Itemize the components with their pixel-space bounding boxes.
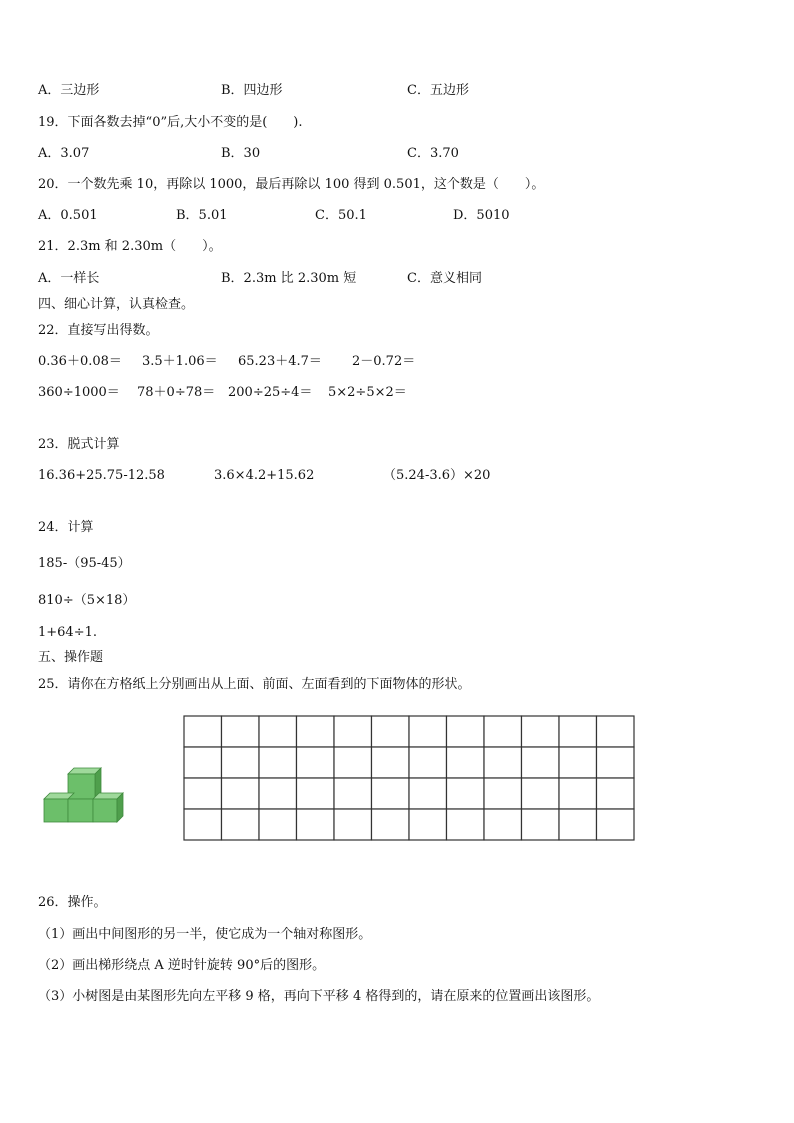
grid-cell[interactable] [522, 809, 560, 840]
grid-cell[interactable] [259, 809, 297, 840]
q20-option-b: B．5.01 [176, 208, 228, 223]
grid-cell[interactable] [484, 778, 522, 809]
q20-option-c: C．50.1 [315, 208, 367, 223]
grid-cell[interactable] [222, 778, 260, 809]
q18-option-c: C．五边形 [407, 83, 469, 98]
q23-expr: （5.24-3.6）×20 [383, 468, 491, 483]
grid-cell[interactable] [447, 778, 485, 809]
q23-expr: 3.6×4.2+15.62 [214, 468, 315, 483]
q20-stem: 20．一个数先乘 10，再除以 1000，最后再除以 100 得到 0.501，这个数是（ ）。 [38, 177, 545, 192]
q22-stem: 22．直接写出得数。 [38, 323, 159, 338]
grid-cell[interactable] [559, 809, 597, 840]
q22-expr: 65.23＋4.7＝ [238, 354, 322, 369]
q22-expr: 3.5＋1.06＝ [142, 354, 218, 369]
grid-cell[interactable] [184, 747, 222, 778]
q21-option-a: A．一样长 [38, 271, 100, 286]
section-5-heading: 五、操作题 [38, 650, 104, 665]
q25-stem: 25．请你在方格纸上分别画出从上面、前面、左面看到的下面物体的形状。 [38, 677, 471, 692]
grid-cell[interactable] [372, 809, 410, 840]
answer-grid[interactable] [182, 714, 636, 846]
grid-cell[interactable] [447, 747, 485, 778]
grid-cell[interactable] [559, 716, 597, 747]
q20-option-a: A．0.501 [38, 208, 98, 223]
grid-cell[interactable] [484, 716, 522, 747]
grid-cell[interactable] [297, 716, 335, 747]
grid-cell[interactable] [484, 809, 522, 840]
q18-option-a: A．三边形 [38, 83, 100, 98]
q24-expr: 1+64÷1. [38, 625, 98, 640]
grid-cell[interactable] [222, 747, 260, 778]
grid-cell[interactable] [522, 747, 560, 778]
grid-cell[interactable] [409, 778, 447, 809]
grid-cell[interactable] [372, 778, 410, 809]
grid-cell[interactable] [409, 809, 447, 840]
q19-option-c: C．3.70 [407, 146, 459, 161]
section-4-heading: 四、细心计算，认真检查。 [38, 297, 195, 312]
grid-cell[interactable] [559, 747, 597, 778]
q22-expr: 2－0.72＝ [352, 354, 416, 369]
q24-expr: 185-（95-45） [38, 556, 131, 571]
grid-cell[interactable] [409, 747, 447, 778]
q24-stem: 24．计算 [38, 520, 94, 535]
grid-cell[interactable] [597, 716, 635, 747]
grid-cell[interactable] [222, 809, 260, 840]
q22-expr: 78＋0÷78＝ [137, 385, 216, 400]
q26-item-3: （3）小树图是由某图形先向左平移 9 格，再向下平移 4 格得到的，请在原来的位置画出该图形。 [38, 989, 600, 1004]
grid-cell[interactable] [297, 778, 335, 809]
grid-cell[interactable] [259, 778, 297, 809]
q19-stem: 19．下面各数去掉“0”后,大小不变的是( ). [38, 115, 303, 130]
grid-cell[interactable] [372, 716, 410, 747]
grid-cell[interactable] [447, 809, 485, 840]
q26-stem: 26．操作。 [38, 895, 107, 910]
q23-stem: 23．脱式计算 [38, 437, 120, 452]
q22-expr: 0.36＋0.08＝ [38, 354, 122, 369]
grid-cell[interactable] [522, 716, 560, 747]
q22-expr: 200÷25÷4＝ [228, 385, 313, 400]
grid-cell[interactable] [597, 747, 635, 778]
grid-cell[interactable] [559, 778, 597, 809]
grid-cell[interactable] [184, 716, 222, 747]
grid-cell[interactable] [184, 778, 222, 809]
grid-cell[interactable] [409, 716, 447, 747]
q18-option-b: B．四边形 [221, 83, 283, 98]
q26-item-2: （2）画出梯形绕点 A 逆时针旋转 90°后的图形。 [38, 958, 326, 973]
q20-option-d: D．5010 [453, 208, 510, 223]
q21-stem: 21．2.3m 和 2.30m（ ）。 [38, 239, 222, 254]
q26-item-1: （1）画出中间图形的另一半，使它成为一个轴对称图形。 [38, 927, 372, 942]
grid-cell[interactable] [297, 747, 335, 778]
q21-option-c: C．意义相同 [407, 271, 482, 286]
grid-cell[interactable] [334, 747, 372, 778]
grid-cell[interactable] [597, 778, 635, 809]
grid-cell[interactable] [334, 716, 372, 747]
grid-cell[interactable] [597, 809, 635, 840]
grid-cell[interactable] [334, 809, 372, 840]
q22-expr: 5×2÷5×2＝ [328, 385, 407, 400]
grid-cell[interactable] [372, 747, 410, 778]
grid-cell[interactable] [522, 778, 560, 809]
cube-stack-figure [42, 764, 126, 828]
grid-cell[interactable] [484, 747, 522, 778]
grid-cell[interactable] [259, 716, 297, 747]
q24-expr: 810÷（5×18） [38, 593, 136, 608]
grid-cell[interactable] [447, 716, 485, 747]
grid-cell[interactable] [297, 809, 335, 840]
q19-option-b: B．30 [221, 146, 261, 161]
grid-cell[interactable] [334, 778, 372, 809]
q19-option-a: A．3.07 [38, 146, 90, 161]
q22-expr: 360÷1000＝ [38, 385, 120, 400]
grid-cell[interactable] [259, 747, 297, 778]
grid-cell[interactable] [184, 809, 222, 840]
grid-cell[interactable] [222, 716, 260, 747]
q23-expr: 16.36+25.75-12.58 [38, 468, 165, 483]
q21-option-b: B．2.3m 比 2.30m 短 [221, 271, 357, 286]
